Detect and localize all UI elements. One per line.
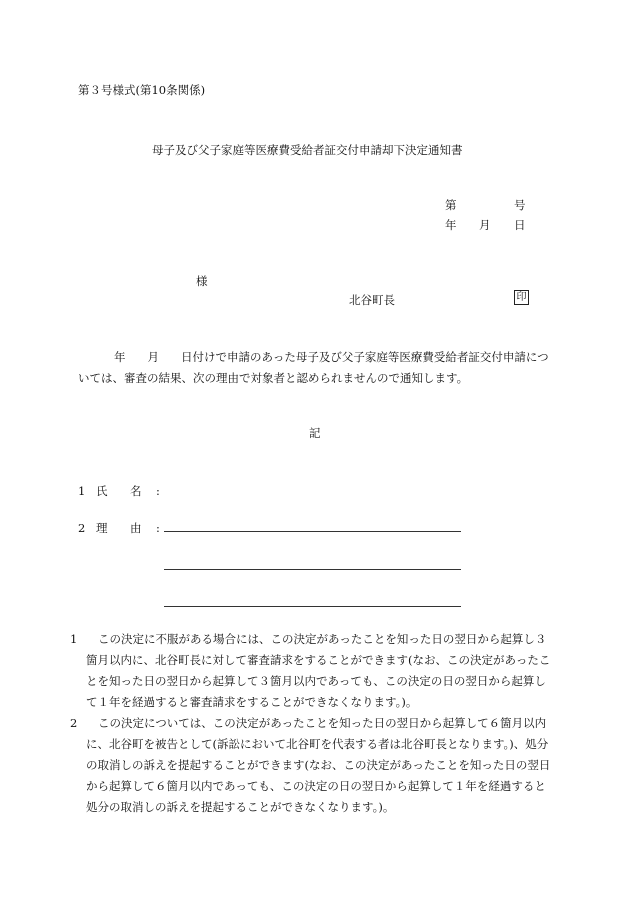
reason-line-1 (164, 531, 461, 532)
name-field-label: 1 氏 名 : (78, 484, 160, 498)
date-month: 月 (479, 218, 491, 232)
body-text: 日付けで申請のあった母子及び父子家庭等医療費受給者証交付申請については、審査の結果、次の理由で対象者と認められませんので通知します。 (78, 350, 549, 385)
body-year: 年 (114, 350, 126, 364)
note-item: 2 この決定については、この決定があったことを知った日の翌日から起算して６箇月以内に、北谷町を被告として(訴訟において北谷町を代表する者は北谷町長となります。)、処分の取消しの訴えを提起することができます(なお、この決定があったことを知った日の翌日から起算して６箇月以内であっても、この決定の日の翌日から起算して１年を経過すると処分の取消しの訴えを提起することができなくなります。)。 (70, 716, 551, 814)
form-number-label: 第３号様式(第10条関係) (78, 83, 206, 97)
doc-number-prefix: 第 (445, 198, 457, 212)
notes-section (70, 629, 553, 818)
doc-number-suffix: 号 (514, 198, 526, 212)
ki-heading: 記 (309, 426, 321, 440)
seal-mark: 印 (514, 290, 529, 305)
addressee-suffix: 様 (196, 274, 208, 288)
notice-body (78, 347, 558, 389)
note-item: 1 この決定に不服がある場合には、この決定があったことを知った日の翌日から起算し３箇月以内に、北谷町長に対して審査請求をすることができます(なお、この決定があったことを知った日の翌日から起算して３箇月以内であっても、この決定の日の翌日から起算して１年を経過すると審査請求をすることができなくなります。)。 (70, 632, 551, 709)
reason-field-label: 2 理 由 : (78, 521, 160, 535)
document-title: 母子及び父子家庭等医療費受給者証交付申請却下決定通知書 (152, 143, 463, 157)
body-month: 月 (147, 350, 159, 364)
reason-line-2 (164, 569, 461, 570)
reason-line-3 (164, 606, 461, 607)
date-year: 年 (445, 218, 457, 232)
date-day: 日 (514, 218, 526, 232)
issuer-name: 北谷町長 (349, 293, 395, 307)
